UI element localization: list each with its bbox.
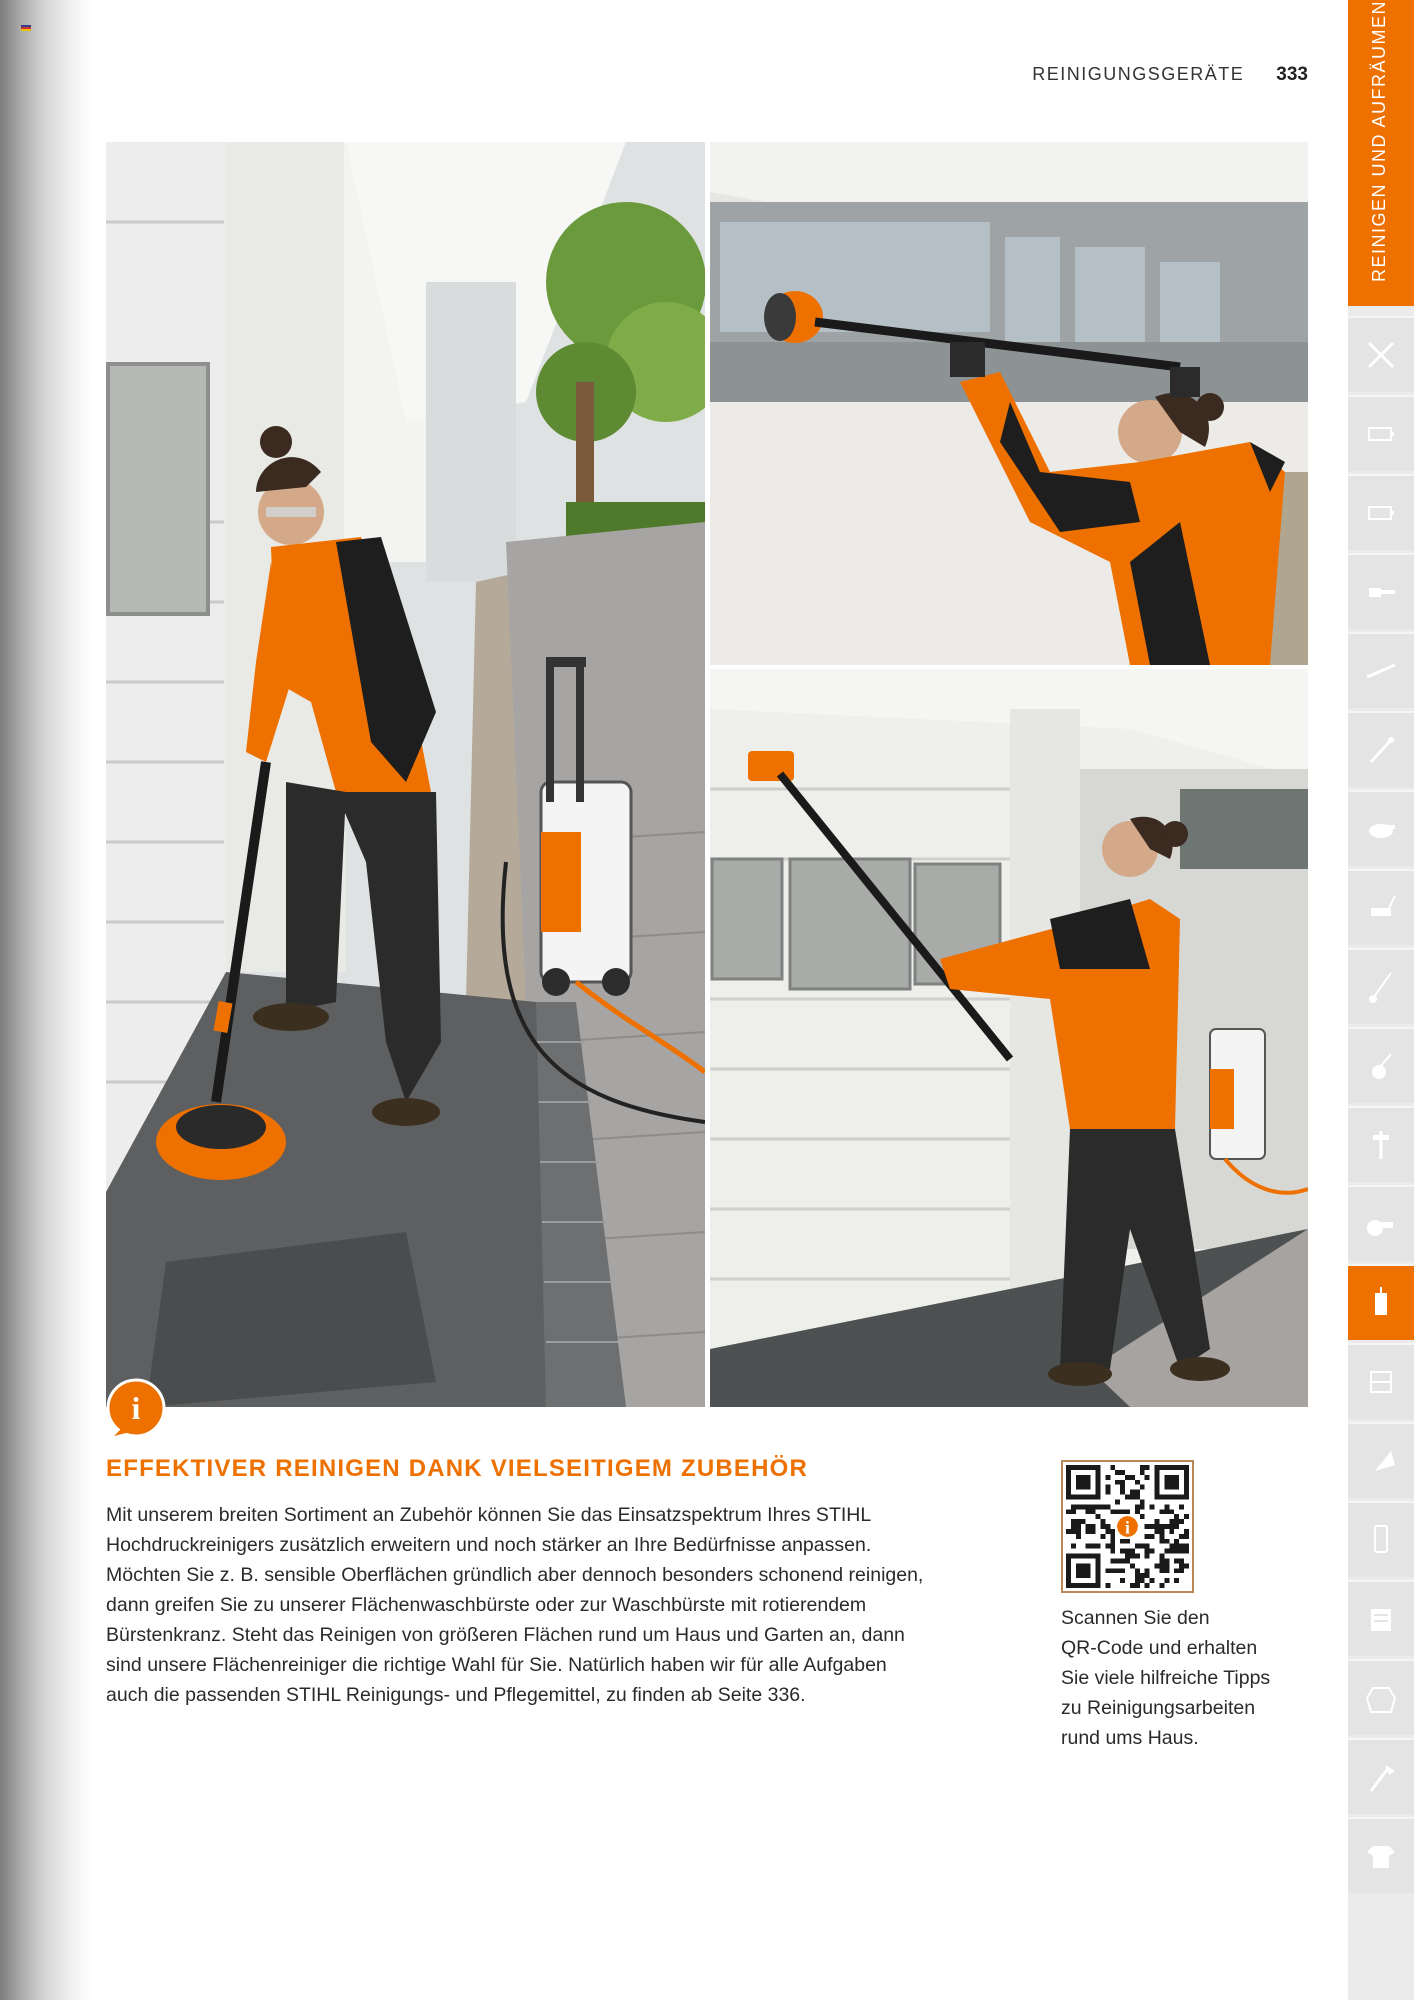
chapter-sidebar xyxy=(1348,0,1414,2000)
page-number: 333 xyxy=(1276,64,1308,85)
sidebar-tab-hedge-trimmer[interactable] xyxy=(1348,711,1414,787)
sidebar-tab-tree[interactable] xyxy=(1348,1422,1414,1498)
sidebar-tab-lawnmower[interactable] xyxy=(1348,869,1414,945)
jacket-icon xyxy=(1361,1678,1401,1718)
qr-caption xyxy=(1061,1603,1281,1753)
sidebar-tab-cut-off-saw[interactable] xyxy=(1348,1185,1414,1261)
battery-icon xyxy=(1361,414,1401,454)
qr-caption-line: Sie viele hilfreiche Tipps xyxy=(1061,1667,1271,1689)
sidebar-tab-earth-auger[interactable] xyxy=(1348,1106,1414,1182)
qr-info-icon: i xyxy=(1125,1517,1130,1538)
sidebar-tab-tools[interactable] xyxy=(1348,316,1414,392)
phone-icon xyxy=(1361,1520,1401,1560)
qr-caption-line: rund ums Haus. xyxy=(1061,1727,1199,1749)
pole-saw-icon xyxy=(1361,651,1401,691)
axe-icon xyxy=(1361,1757,1401,1797)
sidebar-tab-battery[interactable] xyxy=(1348,395,1414,471)
article-body xyxy=(106,1500,986,1710)
body-line: dann greifen Sie zu unserer Flächenwaschbürste oder zur Waschbürste mit rotierendem xyxy=(106,1594,867,1616)
pressure-washer-icon xyxy=(1361,1283,1401,1323)
qr-code[interactable] xyxy=(1061,1460,1194,1593)
sidebar-tab-phone[interactable] xyxy=(1348,1501,1414,1577)
chainsaw-icon xyxy=(1361,572,1401,612)
article-headline: EFFEKTIVER REINIGEN DANK VIELSEITIGEM ZUBEHÖR xyxy=(106,1455,809,1482)
chapter-tab[interactable] xyxy=(1348,0,1414,306)
battery-icon xyxy=(1361,493,1401,533)
photo-garage-door-brush xyxy=(710,669,1308,1407)
info-icon: i xyxy=(131,1390,141,1426)
accessories-icon xyxy=(1361,1362,1401,1402)
sidebar-tab-jacket[interactable] xyxy=(1348,1659,1414,1735)
blower-icon xyxy=(1361,809,1401,849)
sidebar-tab-pole-saw[interactable] xyxy=(1348,632,1414,708)
sidebar-tab-tiller[interactable] xyxy=(1348,1027,1414,1103)
body-line: sind unsere Flächenreiniger die richtige Wahl für Sie. Natürlich haben wir für alle Aufgaben xyxy=(106,1654,887,1676)
page-spine-shadow xyxy=(0,0,92,2000)
sidebar-tab-pressure-washer[interactable] xyxy=(1348,1264,1414,1340)
sidebar-tab-blower[interactable] xyxy=(1348,790,1414,866)
hedge-trimmer-icon xyxy=(1361,730,1401,770)
sidebar-tab-chainsaw[interactable] xyxy=(1348,553,1414,629)
brushcutter-icon xyxy=(1361,967,1401,1007)
tree-icon xyxy=(1361,1441,1401,1481)
info-badge xyxy=(106,1378,166,1438)
photo-window-brush xyxy=(710,142,1308,665)
shirt-icon xyxy=(1361,1836,1401,1876)
sidebar-tab-brushcutter[interactable] xyxy=(1348,948,1414,1024)
cut-off-saw-icon xyxy=(1361,1204,1401,1244)
sidebar-tab-axe[interactable] xyxy=(1348,1738,1414,1814)
tools-icon xyxy=(1361,335,1401,375)
sidebar-tab-battery[interactable] xyxy=(1348,474,1414,550)
chapter-label: REINIGEN UND AUFRÄUMEN xyxy=(1369,0,1389,282)
sidebar-tab-shirt[interactable] xyxy=(1348,1817,1414,1893)
flag-mark-icon xyxy=(21,25,31,31)
earth-auger-icon xyxy=(1361,1125,1401,1165)
qr-caption-line: Scannen Sie den xyxy=(1061,1607,1210,1629)
section-title: REINIGUNGSGERÄTE xyxy=(1032,64,1245,84)
body-line: auch die passenden STIHL Reinigungs- und Pflegemittel, zu finden ab Seite 336. xyxy=(106,1684,806,1706)
document-icon xyxy=(1361,1599,1401,1639)
body-line: Mit unserem breiten Sortiment an Zubehör können Sie das Einsatzspektrum Ihres STIHL xyxy=(106,1504,872,1526)
tiller-icon xyxy=(1361,1046,1401,1086)
photo-surface-cleaner xyxy=(106,142,705,1407)
qr-caption-line: QR-Code und erhalten xyxy=(1061,1637,1258,1659)
qr-caption-line: zu Reinigungsarbeiten xyxy=(1061,1697,1256,1719)
page-header xyxy=(1032,64,1308,86)
sidebar-tab-accessories[interactable] xyxy=(1348,1343,1414,1419)
body-line: Möchten Sie z. B. sensible Oberflächen gründlich aber dennoch besonders schonend reinigen, xyxy=(106,1564,924,1586)
sidebar-tab-document[interactable] xyxy=(1348,1580,1414,1656)
body-line: Hochdruckreinigers zusätzlich erweitern und noch stärker an Ihre Bedürfnisse anpassen. xyxy=(106,1534,872,1556)
body-line: Bürstenkranz. Steht das Reinigen von größeren Flächen rund um Haus und Garten an, dann xyxy=(106,1624,905,1646)
lawnmower-icon xyxy=(1361,888,1401,928)
